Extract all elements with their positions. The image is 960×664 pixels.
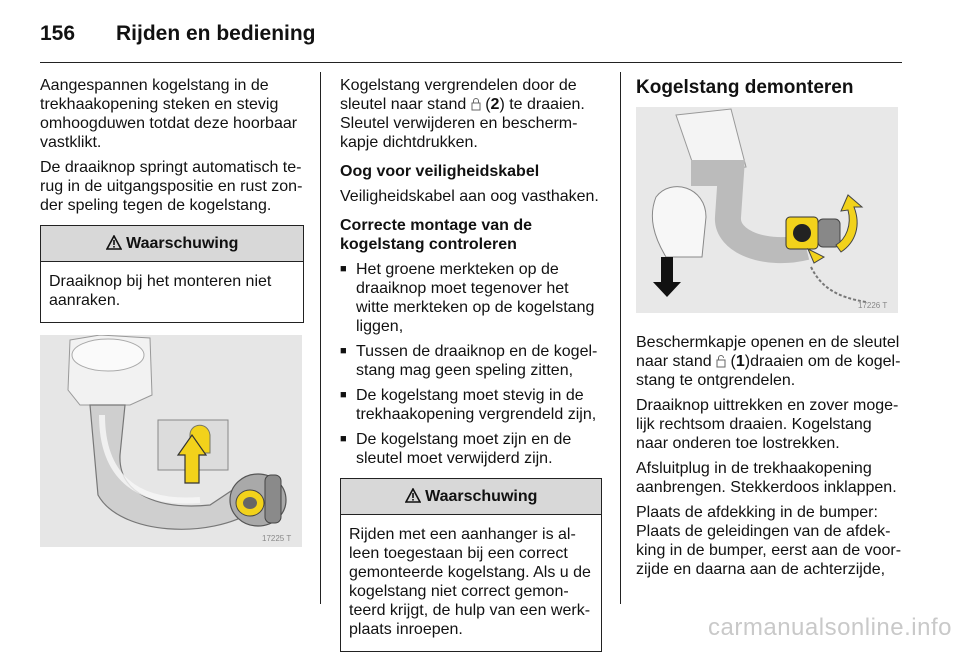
- warning-title: Waarschuwing: [425, 488, 538, 505]
- section-heading-dismount: Kogelstang demonteren: [636, 77, 854, 98]
- warning-header: [341, 479, 601, 515]
- pull-knob-text: Draaiknop uittrekken en zover mogelijk rechtsom draaien. Kogelstang naar onderen toe lostrekken.: [636, 397, 899, 452]
- page-number: 156: [40, 22, 76, 45]
- warning-icon: [106, 235, 126, 252]
- list-item: ■ De kogelstang moet stevig in de trekhaakopening vergrendeld zijn,: [340, 386, 602, 424]
- plug-text: Afsluitplug in de trekhaakopening aanbrengen. Stekkerdoos inklappen.: [636, 460, 897, 496]
- lock-step-text: Kogelstang vergrendelen door de sleutel naar stand (2) te draaien. Sleutel verwijderen en beschermkapje dichtdrukken.: [340, 77, 585, 151]
- mount-step-text: Aangespannen kogelstang in de trekhaakopening steken en stevig omhoogduwen totdat deze hoorbaar vastklikt.: [40, 77, 298, 151]
- warning-header: [41, 226, 303, 262]
- section-title-check-mounting: Correcte montage van de kogelstang controleren: [340, 217, 533, 253]
- column-3: [636, 76, 906, 585]
- page-header: [40, 18, 902, 63]
- warning-box-2: [340, 478, 602, 652]
- list-item: ■ Tussen de draaiknop en de kogelstang mag geen speling zitten,: [340, 342, 602, 380]
- warning-icon: [405, 488, 425, 505]
- lock-closed-icon: [471, 96, 481, 113]
- cover-text: Plaats de afdekking in de bumper: Plaats de geleidingen van de afdekking in de bumper, eerst aan de voorzijde en daarna aan de achterzijde,: [636, 504, 902, 578]
- site-watermark: carmanualsonline.info: [708, 614, 952, 641]
- figure-code: 17225 T: [262, 534, 292, 543]
- section-title-cable-eye: Oog voor veiligheidskabel: [340, 163, 540, 180]
- check-list: [340, 260, 602, 468]
- cable-eye-text: Veiligheidskabel aan oog vasthaken.: [340, 188, 599, 205]
- page-title: Rijden en bediening: [116, 22, 316, 45]
- warning-box-1: [40, 225, 304, 323]
- warning-text: Rijden met een aanhanger is alleen toegestaan bij een correct gemonteerde kogelstang. Als u de kogelstang niet correct gemonteerd krijgt, de hulp van een werkplaats inroepen.: [349, 526, 591, 638]
- lock-open-icon: [716, 353, 726, 370]
- column-1: [40, 76, 304, 547]
- column-2: [340, 76, 602, 664]
- list-item: ■ Het groene merkteken op de draaiknop moet tegenover het witte merkteken op de kogelstang liggen,: [340, 260, 602, 336]
- column-divider-1: [320, 72, 321, 604]
- figure-ball-dismounting: [636, 107, 898, 313]
- figure-ball-mounting: [40, 335, 302, 547]
- warning-title: Waarschuwing: [126, 235, 239, 252]
- warning-text: Draaiknop bij het monteren niet aanraken.: [49, 273, 272, 309]
- knob-return-text: De draaiknop springt automatisch terug in de uitgangspositie en rust zonder speling tegen de kogelstang.: [40, 159, 303, 214]
- unlock-step-text: Beschermkapje openen en de sleutel naar stand (1)draaien om de kogelstang te ontgrendelen.: [636, 334, 901, 389]
- figure-code: 17226 T: [858, 301, 888, 310]
- column-divider-2: [620, 72, 621, 604]
- list-item: ■ De kogelstang moet zijn en de sleutel moet verwijderd zijn.: [340, 430, 602, 468]
